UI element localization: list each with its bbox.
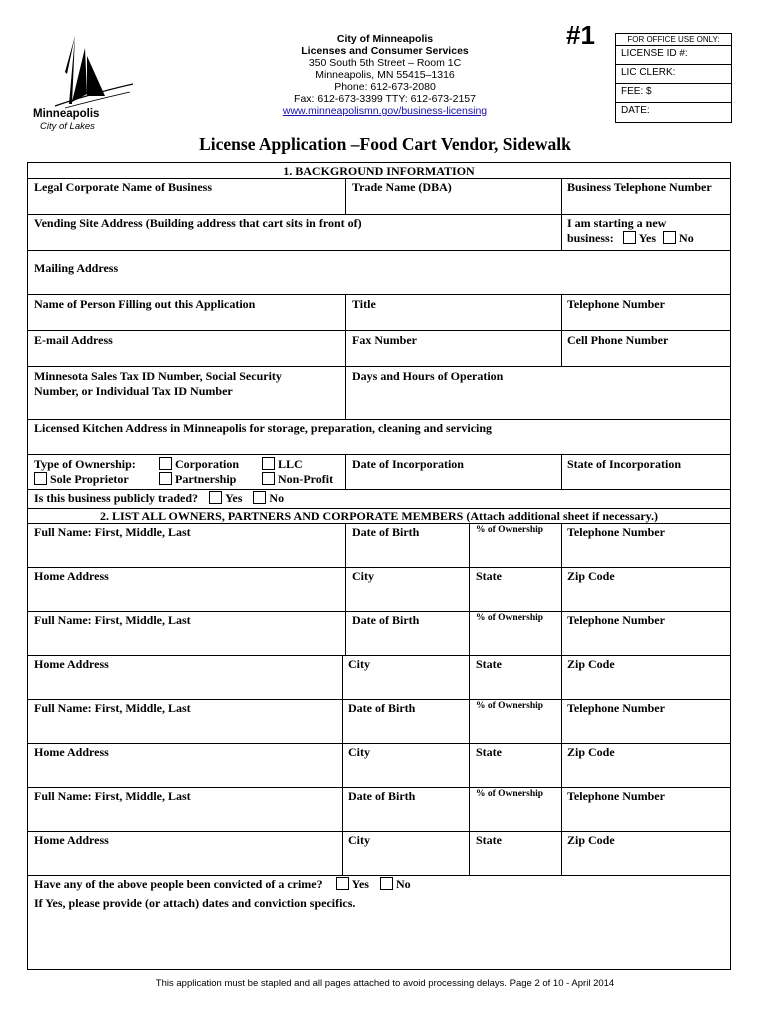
ownership-sole xyxy=(34,472,129,487)
corporation-checkbox[interactable] xyxy=(159,457,172,470)
llc-checkbox[interactable] xyxy=(262,457,275,470)
license-id-field[interactable]: LICENSE ID #: xyxy=(616,46,731,65)
website-link[interactable]: www.minneapolismn.gov/business-licensing xyxy=(282,105,488,117)
fax-label: Fax Number xyxy=(352,333,417,347)
phone: Phone: 612-673-2080 xyxy=(334,81,436,93)
owner4-city-label: City xyxy=(348,833,370,847)
agency-header xyxy=(275,33,495,117)
days-hours-label: Days and Hours of Operation xyxy=(352,369,504,383)
email-label: E-mail Address xyxy=(34,333,113,347)
logo-name: Minneapolis xyxy=(33,108,100,120)
tax-id-label-line1: Minnesota Sales Tax ID Number, Social Security xyxy=(34,369,282,383)
mailing-address-label: Mailing Address xyxy=(34,261,119,275)
owner1-city-label: City xyxy=(352,569,374,583)
nonprofit-checkbox[interactable] xyxy=(262,472,275,485)
owner1-home-label: Home Address xyxy=(34,569,109,583)
owner2-state-label: State xyxy=(476,657,502,671)
section-1-heading: 1. BACKGROUND INFORMATION xyxy=(283,164,475,178)
business-label: business: xyxy=(567,231,614,245)
owner3-name-label: Full Name: First, Middle, Last xyxy=(34,701,191,715)
owner3-city-label: City xyxy=(348,745,370,759)
crime-no-label: No xyxy=(395,877,411,891)
owner3-state-label: State xyxy=(476,745,502,759)
trade-name-label: Trade Name (DBA) xyxy=(352,180,452,194)
owner3-dob-label: Date of Birth xyxy=(348,701,416,715)
cell-label: Cell Phone Number xyxy=(567,333,669,347)
page-footer: This application must be stapled and all pages attached to avoid processing delays. Page 2 of 10 - April 2014 xyxy=(155,978,615,989)
new-business-question xyxy=(567,231,694,246)
ownership-type-label: Type of Ownership: xyxy=(34,457,136,471)
starting-new-label: I am starting a new xyxy=(567,216,667,230)
owner3-tel-label: Telephone Number xyxy=(567,701,665,715)
owner4-state-label: State xyxy=(476,833,502,847)
owner2-pct-label: % of Ownership xyxy=(476,613,544,623)
fax-tty: Fax: 612-673-3399 TTY: 612-673-2157 xyxy=(294,93,476,105)
clerk-field[interactable]: LIC CLERK: xyxy=(616,65,731,84)
ownership-corporation xyxy=(159,457,239,472)
minneapolis-logo xyxy=(45,34,135,110)
ownership-llc xyxy=(262,457,303,472)
crime-details-label: If Yes, please provide (or attach) dates and conviction specifics. xyxy=(34,896,356,910)
owner3-pct-label: % of Ownership xyxy=(476,701,544,711)
owner2-tel-label: Telephone Number xyxy=(567,613,665,627)
nonprofit-label: Non-Profit xyxy=(278,472,334,486)
owner1-zip-label: Zip Code xyxy=(567,569,615,583)
owner1-state-label: State xyxy=(476,569,502,583)
logo-tagline: City of Lakes xyxy=(40,121,95,132)
business-phone-label: Business Telephone Number xyxy=(567,180,712,194)
form-title: License Application –Food Cart Vendor, Sidewalk xyxy=(199,134,571,154)
crime-question xyxy=(34,877,411,892)
publicly-traded-yes-label: Yes xyxy=(225,491,243,505)
partnership-label: Partnership xyxy=(175,472,237,486)
owner1-tel-label: Telephone Number xyxy=(567,525,665,539)
office-use-box xyxy=(615,33,732,123)
owner2-name-label: Full Name: First, Middle, Last xyxy=(34,613,191,627)
owner4-pct-label: % of Ownership xyxy=(476,789,544,799)
owner4-tel-label: Telephone Number xyxy=(567,789,665,803)
sole-proprietor-checkbox[interactable] xyxy=(34,472,47,485)
crime-yes-checkbox[interactable] xyxy=(336,877,349,890)
crime-no-checkbox[interactable] xyxy=(380,877,393,890)
owner4-dob-label: Date of Birth xyxy=(348,789,416,803)
partnership-checkbox[interactable] xyxy=(159,472,172,485)
owner2-dob-label: Date of Birth xyxy=(352,613,420,627)
date-field[interactable]: DATE: xyxy=(621,105,650,116)
owner1-name-label: Full Name: First, Middle, Last xyxy=(34,525,191,539)
publicly-traded-no-checkbox[interactable] xyxy=(253,491,266,504)
llc-label: LLC xyxy=(278,457,303,471)
office-heading: FOR OFFICE USE ONLY: xyxy=(616,34,731,46)
fee-field[interactable]: FEE: $ xyxy=(616,84,731,103)
owner1-dob-label: Date of Birth xyxy=(352,525,420,539)
tax-id-label-line2: Number, or Individual Tax ID Number xyxy=(34,384,233,398)
ownership-partnership xyxy=(159,472,236,487)
vending-site-label: Vending Site Address (Building address that cart sits in front of) xyxy=(34,216,362,230)
title-label: Title xyxy=(352,297,376,311)
street-address: 350 South 5th Street – Room 1C xyxy=(308,57,462,69)
owner3-zip-label: Zip Code xyxy=(567,745,615,759)
telephone-label: Telephone Number xyxy=(567,297,665,311)
owner2-zip-label: Zip Code xyxy=(567,657,615,671)
applicant-name-label: Name of Person Filling out this Application xyxy=(34,297,256,311)
publicly-traded-no-label: No xyxy=(269,491,285,505)
city-address: Minneapolis, MN 55415–1316 xyxy=(315,69,455,81)
owner4-home-label: Home Address xyxy=(34,833,109,847)
ownership-nonprofit xyxy=(262,472,333,487)
owner1-pct-label: % of Ownership xyxy=(476,525,544,535)
date-incorporation-label: Date of Incorporation xyxy=(352,457,464,471)
new-business-yes-checkbox[interactable] xyxy=(623,231,636,244)
owner4-name-label: Full Name: First, Middle, Last xyxy=(34,789,191,803)
crime-yes-label: Yes xyxy=(351,877,369,891)
owner2-city-label: City xyxy=(348,657,370,671)
publicly-traded-question xyxy=(34,491,284,506)
new-business-no-checkbox[interactable] xyxy=(663,231,676,244)
new-business-yes-label: Yes xyxy=(638,231,657,245)
sole-proprietor-label: Sole Proprietor xyxy=(50,472,129,486)
org-name: City of Minneapolis xyxy=(336,33,434,45)
publicly-traded-label: Is this business publicly traded? xyxy=(34,491,199,505)
section-2-heading: 2. LIST ALL OWNERS, PARTNERS AND CORPORATE MEMBERS (Attach additional sheet if necessary.) xyxy=(100,509,658,523)
state-incorporation-label: State of Incorporation xyxy=(567,457,681,471)
crime-question-label: Have any of the above people been convicted of a crime? xyxy=(34,877,323,891)
kitchen-address-label: Licensed Kitchen Address in Minneapolis for storage, preparation, cleaning and servicing xyxy=(34,421,493,435)
owner4-zip-label: Zip Code xyxy=(567,833,615,847)
corporation-label: Corporation xyxy=(175,457,239,471)
new-business-no-label: No xyxy=(679,231,694,245)
publicly-traded-yes-checkbox[interactable] xyxy=(209,491,222,504)
application-form xyxy=(27,162,731,970)
legal-name-label: Legal Corporate Name of Business xyxy=(34,180,212,194)
page-number: #1 xyxy=(566,20,595,50)
dept-name: Licenses and Consumer Services xyxy=(301,45,469,57)
owner3-home-label: Home Address xyxy=(34,745,109,759)
owner2-home-label: Home Address xyxy=(34,657,109,671)
